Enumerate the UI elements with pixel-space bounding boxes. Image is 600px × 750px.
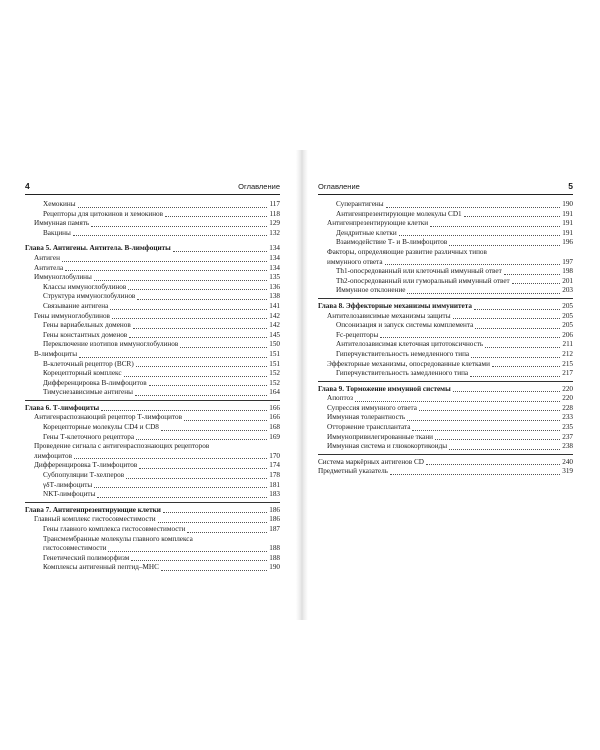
chapter-divider <box>318 298 573 299</box>
dot-leader <box>187 532 267 533</box>
toc-chapter-entry <box>25 506 280 516</box>
dot-leader <box>474 309 560 310</box>
dot-leader <box>449 449 560 450</box>
chapter-divider <box>25 502 280 503</box>
toc-entry-title: Антителозависимая клеточная цитотоксичность <box>336 340 484 349</box>
toc-page-number: 211 <box>562 340 573 349</box>
toc-page-number: 190 <box>269 563 280 572</box>
toc-page-number: 183 <box>269 490 280 499</box>
toc-entry-title: Гиперчувствительность немедленного типа <box>336 349 470 358</box>
toc-page-number: 181 <box>269 480 280 489</box>
toc-entry <box>25 210 280 220</box>
toc-entry-title: Гены главного комплекса гистосовместимости <box>43 525 186 533</box>
toc-page-number: 198 <box>562 267 573 276</box>
dot-leader <box>504 274 560 275</box>
toc-entry-title: Взаимодействие Т- и В-лимфоцитов <box>336 238 448 247</box>
toc-entry-title: Гиперчувствительность замедленного типа <box>336 369 469 378</box>
toc-page-number: 237 <box>562 432 573 441</box>
dot-leader <box>471 357 560 358</box>
chapter-divider <box>318 381 573 382</box>
toc-chapter-entry <box>318 385 573 395</box>
toc-entry <box>318 369 573 379</box>
toc-entry <box>25 544 280 554</box>
toc-entry-title: Антигенраспознающий рецептор Т-лимфоцитов <box>34 413 183 422</box>
toc-page-number: 118 <box>269 209 280 218</box>
toc-page-number: 142 <box>269 321 280 330</box>
toc-page-number: 220 <box>562 384 573 393</box>
right-header-rule <box>318 194 573 195</box>
toc-page-number: 233 <box>562 413 573 422</box>
dot-leader <box>139 468 267 469</box>
toc-entry <box>25 471 280 481</box>
toc-page-number: 191 <box>562 228 573 237</box>
dot-leader <box>101 410 267 411</box>
toc-page-number: 168 <box>269 423 280 432</box>
toc-entry-title: NKT-лимфоциты <box>43 490 96 499</box>
toc-entry <box>25 515 280 525</box>
toc-entry-continued: Проведение сигнала с антигенраспознающих рецепторов <box>34 442 210 451</box>
dot-leader <box>126 478 267 479</box>
toc-page-number: 186 <box>269 505 280 514</box>
toc-entry-continued: Трансмембранные молекулы главного комплекса <box>43 534 193 543</box>
dot-leader <box>110 309 267 310</box>
toc-page-number: 205 <box>562 301 573 310</box>
toc-page-number: 197 <box>562 257 573 266</box>
dot-leader <box>78 207 268 208</box>
toc-page-number: 201 <box>562 276 573 285</box>
toc-entry <box>25 283 280 293</box>
toc-entry <box>318 331 573 341</box>
toc-entry-title: Хемокины <box>43 200 76 208</box>
dot-leader <box>470 376 560 377</box>
toc-entry <box>25 350 280 360</box>
toc-entry <box>318 340 573 350</box>
dot-leader <box>91 226 267 227</box>
toc-entry <box>25 481 280 491</box>
toc-page-number: 205 <box>562 311 573 320</box>
left-page <box>25 181 280 573</box>
toc-entry <box>318 360 573 370</box>
toc-entry-title: лимфоцитов <box>34 451 72 460</box>
toc-entry-title: Глава 5. Антигены. Антитела. В-лимфоциты <box>25 244 171 253</box>
toc-page-number: 142 <box>269 311 280 320</box>
toc-entry-title: Корецепторный комплекс <box>43 369 122 378</box>
toc-entry <box>318 394 573 404</box>
toc-entry <box>25 312 280 322</box>
toc-page-number: 196 <box>562 238 573 247</box>
right-page-number: 5 <box>568 181 573 191</box>
toc-entry-title: Гены константных доменов <box>43 330 128 339</box>
dot-leader <box>419 410 560 411</box>
toc-page-number: 141 <box>269 301 280 310</box>
toc-entry-title: Fc-рецепторы <box>336 330 379 339</box>
toc-entry-title: Антитела <box>34 263 64 272</box>
toc-entry-title: Th1-опосредованный или клеточный иммунный ответ <box>336 267 502 276</box>
toc-entry <box>318 219 573 229</box>
dot-leader <box>79 357 267 358</box>
toc-page-number: 151 <box>269 359 280 368</box>
toc-entry-title: Апоптоз <box>327 394 353 403</box>
toc-entry <box>25 433 280 443</box>
toc-entry-title: Иммунное отклонение <box>336 286 406 295</box>
toc-entry-title: Антиген <box>34 253 60 262</box>
toc-page-number: 240 <box>562 457 573 466</box>
toc-entry-title: Гены иммуноглобулинов <box>34 311 110 320</box>
toc-page-number: 188 <box>269 553 280 562</box>
dot-leader <box>65 270 267 271</box>
dot-leader <box>161 430 267 431</box>
dot-leader <box>184 420 267 421</box>
toc-entry-title: Классы иммуноглобулинов <box>43 282 127 291</box>
dot-leader <box>407 420 560 421</box>
toc-page-number: 228 <box>562 403 573 412</box>
toc-entry-title: Иммунная система и глюкокортикоиды <box>327 442 448 451</box>
dot-leader <box>485 347 560 348</box>
toc-entry <box>318 442 573 452</box>
toc-entry <box>318 321 573 331</box>
toc-entry <box>25 379 280 389</box>
left-page-header <box>25 181 280 193</box>
toc-entry <box>25 273 280 283</box>
toc-entry <box>25 563 280 573</box>
dot-leader <box>131 560 267 561</box>
toc-entry-title: Корецепторные молекулы CD4 и CD8 <box>43 423 159 432</box>
dot-leader <box>426 464 560 465</box>
toc-page-number: 132 <box>269 228 280 237</box>
toc-entry-title: γδТ-лимфоциты <box>43 480 93 489</box>
toc-entry <box>25 321 280 331</box>
toc-entry <box>25 490 280 500</box>
right-page-header <box>318 181 573 193</box>
toc-entry-title: Иммунная память <box>34 219 90 228</box>
toc-chapter-entry <box>318 458 573 468</box>
toc-page-number: 166 <box>269 413 280 422</box>
toc-chapter-entry <box>25 404 280 414</box>
toc-entry-title: Опсонизация и запуск системы комплемента <box>336 321 474 330</box>
toc-chapter-entry <box>318 467 573 477</box>
toc-entry <box>25 229 280 239</box>
toc-entry-title: Глава 6. Т-лимфоциты <box>25 403 100 412</box>
dot-leader <box>464 216 561 217</box>
dot-leader <box>135 395 267 396</box>
toc-page-number: 145 <box>269 330 280 339</box>
dot-leader <box>97 497 267 498</box>
toc-entry <box>25 331 280 341</box>
toc-entry <box>318 229 573 239</box>
toc-page-number: 135 <box>269 273 280 282</box>
toc-entry-title: Супрессия иммунного ответа <box>327 403 417 412</box>
toc-page-number: 191 <box>562 209 573 218</box>
toc-entry-title: Тимуснезависимые антигены <box>43 388 133 397</box>
toc-page-number: 186 <box>269 515 280 524</box>
dot-leader <box>161 570 267 571</box>
toc-entry <box>25 200 280 210</box>
toc-entry <box>318 210 573 220</box>
toc-entry <box>318 433 573 443</box>
dot-leader <box>407 293 560 294</box>
right-running-head: Оглавление <box>318 182 360 191</box>
left-running-head: Оглавление <box>238 182 280 191</box>
toc-page-number: 136 <box>269 282 280 291</box>
toc-page-number: 152 <box>269 378 280 387</box>
dot-leader <box>133 328 267 329</box>
toc-page-number: 187 <box>269 525 280 533</box>
toc-entry <box>318 200 573 210</box>
toc-entry <box>25 413 280 423</box>
toc-page-number: 134 <box>269 263 280 272</box>
dot-leader <box>62 261 267 262</box>
toc-entry-title: Дифференцировка Т-лимфоцитов <box>34 461 138 470</box>
toc-chapter-entry <box>25 244 280 254</box>
toc-entry <box>25 423 280 433</box>
left-header-rule <box>25 194 280 195</box>
toc-page-number: 150 <box>269 340 280 349</box>
toc-page-number: 319 <box>562 467 573 476</box>
toc-entry-title: Эффекторные механизмы, опосредованные клетками <box>327 359 490 368</box>
toc-page-number: 212 <box>562 349 573 358</box>
toc-entry <box>25 340 280 350</box>
toc-entry <box>25 461 280 471</box>
toc-entry <box>318 258 573 268</box>
dot-leader <box>136 439 267 440</box>
dot-leader <box>453 318 561 319</box>
toc-page-number: 235 <box>562 423 573 432</box>
toc-entry-title: Th2-опосредованный или гуморальный иммунный ответ <box>336 276 510 285</box>
toc-page-number: 152 <box>269 369 280 378</box>
right-toc <box>318 200 573 477</box>
dot-leader <box>163 512 267 513</box>
toc-page-number: 134 <box>269 253 280 262</box>
toc-entry-title: Комплексы антигенный пептид–MHC <box>43 563 159 572</box>
toc-entry-title: Главный комплекс гистосовместимости <box>34 515 156 524</box>
dot-leader <box>94 487 267 488</box>
toc-page-number: 166 <box>269 403 280 412</box>
toc-entry <box>318 413 573 423</box>
toc-page-number: 174 <box>269 461 280 470</box>
dot-leader <box>158 522 268 523</box>
toc-page-number: 178 <box>269 471 280 480</box>
toc-page-number: 151 <box>269 349 280 358</box>
toc-entry-title: Предметный указатель <box>318 467 388 476</box>
dot-leader <box>386 207 561 208</box>
toc-page-number: 188 <box>269 544 280 553</box>
dot-leader <box>165 216 267 217</box>
toc-entry <box>25 554 280 564</box>
toc-entry <box>25 302 280 312</box>
toc-entry <box>318 312 573 322</box>
toc-entry <box>25 264 280 274</box>
toc-entry-title: Отторжение трансплантата <box>327 423 411 432</box>
book-gutter <box>296 150 308 620</box>
toc-entry-continued: Факторы, определяющие развитие различных типов <box>327 247 487 256</box>
toc-page-number: 169 <box>269 432 280 441</box>
toc-entry-title: Иммуноглобулины <box>34 273 92 282</box>
toc-page-number: 238 <box>562 442 573 451</box>
toc-entry-title: Система маркёрных антигенов CD <box>318 457 424 466</box>
toc-entry-title: Антигенпрезентирующие клетки <box>327 219 429 228</box>
toc-entry-title: Глава 7. Антигенпрезентирующие клетки <box>25 505 161 514</box>
dot-leader <box>430 226 560 227</box>
dot-leader <box>453 391 561 392</box>
dot-leader <box>108 551 267 552</box>
chapter-divider <box>318 454 573 455</box>
toc-entry <box>25 292 280 302</box>
dot-leader <box>390 474 560 475</box>
toc-entry-title: Дифференцировка В-лимфоцитов <box>43 378 147 387</box>
toc-entry-title: Глава 9. Торможение иммунной системы <box>318 384 451 393</box>
dot-leader <box>112 318 267 319</box>
toc-entry-title: Иммунопривилегированные ткани <box>327 432 434 441</box>
toc-page-number: 134 <box>269 244 280 253</box>
toc-entry-title: Связывание антигена <box>43 301 109 310</box>
toc-entry-title: Гены Т-клеточного рецептора <box>43 432 135 441</box>
toc-entry <box>25 452 280 462</box>
toc-entry-title: гистосовместимости <box>43 544 107 553</box>
chapter-divider <box>25 400 280 401</box>
toc-entry <box>318 350 573 360</box>
toc-page-number: 117 <box>269 200 280 208</box>
toc-entry-title: Глава 8. Эффекторные механизмы иммунитета <box>318 301 472 310</box>
toc-entry-title: Структура иммуноглобулинов <box>43 292 136 301</box>
dot-leader <box>355 401 560 402</box>
toc-entry <box>318 277 573 287</box>
left-toc <box>25 200 280 573</box>
toc-page-number: 217 <box>562 369 573 378</box>
toc-entry <box>318 238 573 248</box>
toc-entry <box>318 267 573 277</box>
toc-entry <box>25 525 280 535</box>
toc-entry <box>318 423 573 433</box>
dot-leader <box>412 430 560 431</box>
toc-entry <box>318 286 573 296</box>
dot-leader <box>449 245 560 246</box>
dot-leader <box>180 347 267 348</box>
toc-entry-title: иммунного ответа <box>327 257 383 266</box>
dot-leader <box>399 235 561 236</box>
toc-chapter-entry <box>318 302 573 312</box>
dot-leader <box>136 366 268 367</box>
toc-entry-title: Дендритные клетки <box>336 228 397 237</box>
toc-entry-title: Гены вариабельных доменов <box>43 321 131 330</box>
toc-page-number: 191 <box>562 219 573 228</box>
toc-entry-title: В-клеточный рецептор (BCR) <box>43 359 134 368</box>
right-page <box>318 181 573 477</box>
dot-leader <box>173 251 267 252</box>
toc-entry <box>25 254 280 264</box>
dot-leader <box>385 264 561 265</box>
dot-leader <box>94 280 267 281</box>
dot-leader <box>129 337 267 338</box>
toc-entry-title: Вакцины <box>43 228 71 237</box>
toc-entry <box>25 219 280 229</box>
toc-entry-title: В-лимфоциты <box>34 349 78 358</box>
toc-page-number: 138 <box>269 292 280 301</box>
dot-leader <box>475 328 560 329</box>
toc-page-number: 220 <box>562 394 573 403</box>
toc-entry-title: Переключение изотипов иммуноглобулинов <box>43 340 179 349</box>
toc-page-number: 164 <box>269 388 280 397</box>
dot-leader <box>73 235 267 236</box>
dot-leader <box>380 337 560 338</box>
toc-page-number: 215 <box>562 359 573 368</box>
dot-leader <box>492 366 560 367</box>
toc-entry-title: Суперантигены <box>336 200 384 208</box>
toc-page-number: 206 <box>562 330 573 339</box>
left-page-number: 4 <box>25 181 30 191</box>
toc-page-number: 203 <box>562 286 573 295</box>
toc-page-number: 190 <box>562 200 573 208</box>
toc-entry-title: Иммунная толерантность <box>327 413 406 422</box>
dot-leader <box>74 458 267 459</box>
toc-entry-title: Антигенпрезентирующие молекулы CD1 <box>336 209 462 218</box>
dot-leader <box>435 439 560 440</box>
dot-leader <box>137 299 267 300</box>
toc-entry <box>318 404 573 414</box>
toc-page-number: 129 <box>269 219 280 228</box>
toc-entry-title: Генетический полиморфизм <box>43 553 130 562</box>
toc-entry <box>25 360 280 370</box>
toc-page-number: 170 <box>269 451 280 460</box>
toc-entry-title: Антителозависимые механизмы защиты <box>327 311 451 320</box>
toc-entry <box>25 369 280 379</box>
dot-leader <box>149 385 268 386</box>
toc-page-number: 205 <box>562 321 573 330</box>
dot-leader <box>124 376 268 377</box>
toc-entry <box>25 388 280 398</box>
dot-leader <box>128 289 267 290</box>
toc-entry-title: Субпопуляции Т-хелперов <box>43 471 125 480</box>
dot-leader <box>512 283 561 284</box>
toc-entry-title: Рецепторы для цитокинов и хемокинов <box>43 209 164 218</box>
